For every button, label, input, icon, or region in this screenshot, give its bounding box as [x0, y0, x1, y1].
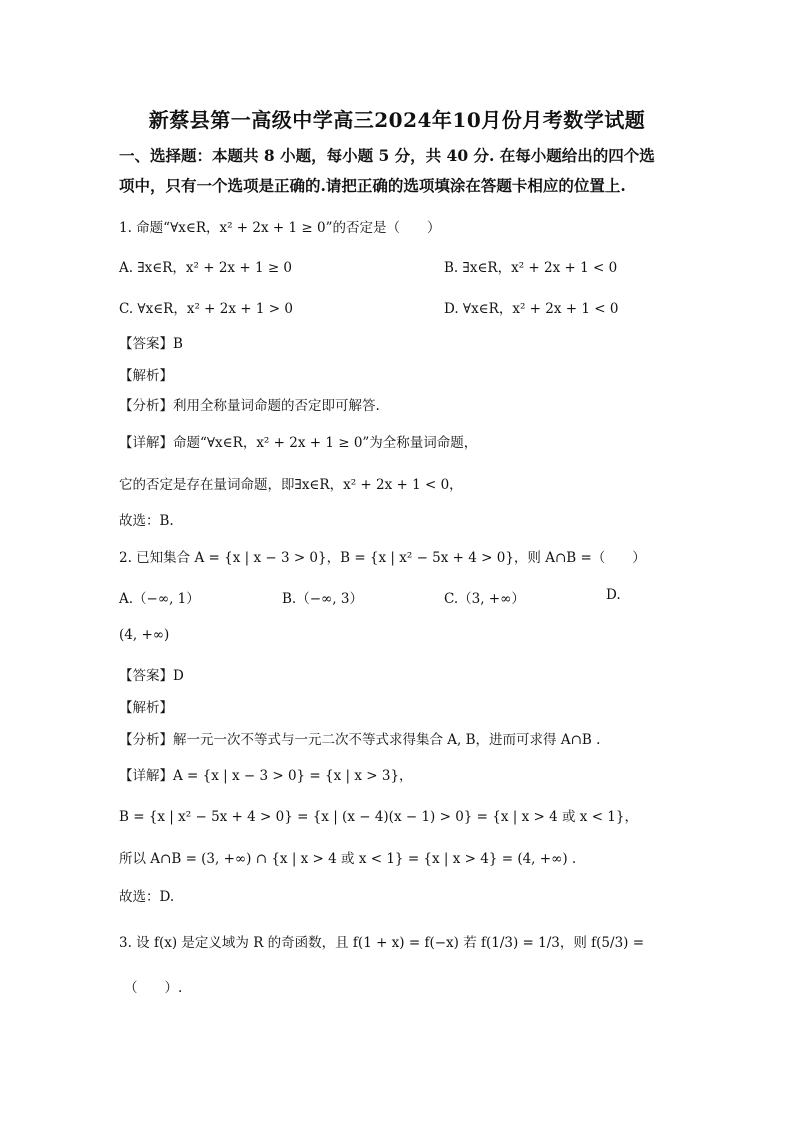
q2-answer: 【答案】D: [119, 668, 184, 684]
q3-paren: （ ）.: [124, 980, 183, 996]
q2-analysis-label: 【解析】: [119, 700, 173, 716]
q1-xiangjie: 【详解】命题“∀x∈R，x² + 2x + 1 ≥ 0”为全称量词命题，: [119, 435, 478, 451]
q1-option-a: A. ∃x∈R，x² + 2x + 1 ≥ 0: [119, 260, 293, 276]
q1-conclusion: 故选：B.: [119, 513, 174, 529]
page-title: 新蔡县第一高级中学高三2024年10月份月考数学试题: [148, 108, 646, 132]
q2-option-b: B.（−∞, 3）: [282, 591, 363, 607]
q2-stem: 2. 已知集合 A = {x | x − 3 > 0}，B = {x | x² − 5x + 4 > 0}，则 A∩B =（ ）: [119, 550, 646, 566]
q1-stem: 1. 命题“∀x∈R，x² + 2x + 1 ≥ 0”的否定是（ ）: [119, 220, 441, 236]
q2-detail-line2: B = {x | x² − 5x + 4 > 0} = {x | (x − 4)(x − 1) > 0} = {x | x > 4 或 x < 1}，: [119, 809, 638, 825]
q3-stem: 3. 设 f(x) 是定义域为 R 的奇函数，且 f(1 + x) = f(−x) 若 f(1/3) = 1/3，则 f(5/3) =: [119, 935, 645, 951]
q1-option-d: D. ∀x∈R，x² + 2x + 1 < 0: [444, 301, 619, 317]
q2-option-d: D.: [606, 587, 621, 603]
q2-fenxi: 【分析】解一元一次不等式与一元二次不等式求得集合 A, B，进而可求得 A∩B .: [119, 732, 601, 748]
q2-detail-line3: 所以 A∩B = (3, +∞) ∩ {x | x > 4 或 x < 1} = {x | x > 4} = (4, +∞) .: [119, 851, 577, 867]
section-heading-line2: 项中，只有一个选项是正确的.请把正确的选项填涂在答题卡相应的位置上.: [119, 176, 626, 195]
q1-detail-line2: 它的否定是存在量词命题，即∃x∈R，x² + 2x + 1 < 0，: [119, 477, 463, 493]
q1-analysis-label: 【解析】: [119, 368, 173, 384]
q2-option-c: C.（3, +∞）: [444, 591, 525, 607]
q2-option-a: A.（−∞, 1）: [119, 591, 200, 607]
q1-option-b: B. ∃x∈R，x² + 2x + 1 < 0: [444, 260, 618, 276]
section-heading-line1: 一、选择题：本题共 8 小题，每小题 5 分，共 40 分. 在每小题给出的四个选: [119, 146, 655, 165]
q1-option-c: C. ∀x∈R，x² + 2x + 1 > 0: [119, 301, 293, 317]
q1-fenxi: 【分析】利用全称量词命题的否定即可解答.: [119, 398, 380, 414]
q2-option-d-value: (4, +∞): [119, 627, 170, 643]
q2-xiangjie: 【详解】A = {x | x − 3 > 0} = {x | x > 3}，: [119, 768, 413, 784]
q2-conclusion: 故选：D.: [119, 889, 175, 905]
q1-answer: 【答案】B: [119, 336, 183, 352]
